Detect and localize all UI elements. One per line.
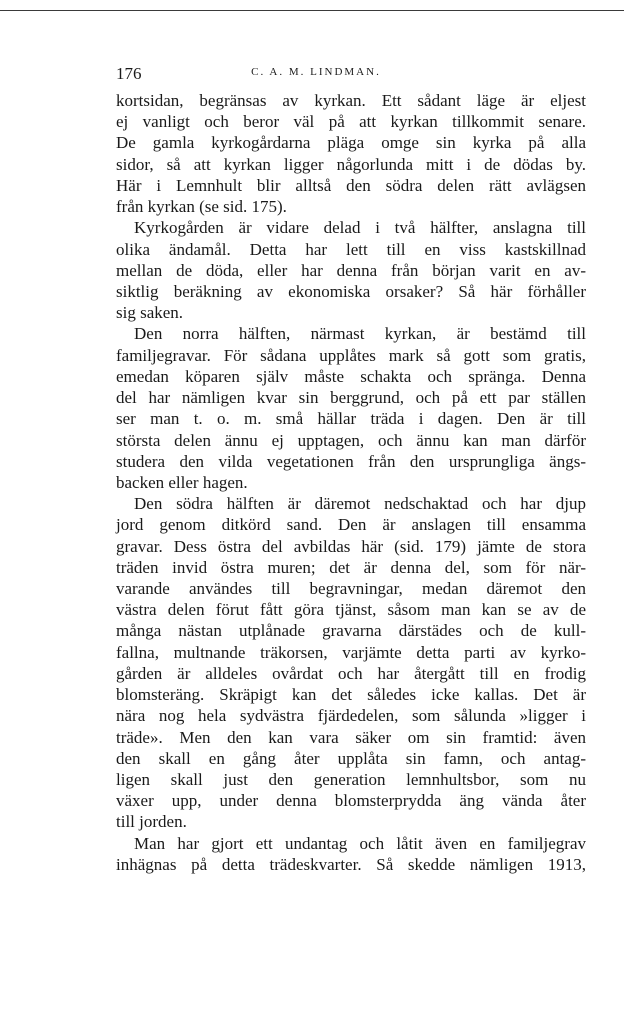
text-line: inhägnas på detta trädeskvarter. Så skedde nämligen 1913, [116, 854, 586, 874]
text-line: emedan köparen själv måste schakta och spränga. Denna [116, 366, 586, 386]
text-line: gravar. Dess östra del avbildas här (sid. 179) jämte de stora [116, 536, 586, 556]
text-line: Här i Lemnhult blir alltså den södra delen rätt avlägsen [116, 175, 586, 195]
text-line: växer upp, under denna blomsterprydda äng vända åter [116, 791, 586, 811]
text-line: blomsteräng. Skräpigt kan det således icke kallas. Det är [116, 685, 586, 705]
text-line: ser man t. o. m. små hällar träda i dagen. Den är till [116, 409, 586, 429]
text-line: ligen skall just den generation lemnhultsbor, som nu [116, 770, 586, 789]
text-line: familjegravar. För sådana upplåtes mark så gott som gratis, [116, 345, 586, 365]
text-line: största delen ännu ej upptagen, och ännu kan man därför [116, 430, 586, 450]
text-line: sig saken. [116, 303, 184, 323]
top-rule [0, 10, 624, 11]
running-head: C. A. M. LINDMAN. [251, 66, 381, 78]
text-line: den skall en gång åter upplåta sin famn, och antag- [116, 748, 586, 768]
text-line: Man har gjort ett undantag och låtit även en familjegrav [134, 833, 586, 853]
text-line: träde». Men den kan vara säker om sin framtid: även [116, 727, 586, 747]
text-line: De gamla kyrkogårdarna pläga omge sin kyrka på alla [116, 133, 586, 153]
text-line: sidor, så att kyrkan ligger någorlunda mitt i de dödas by. [116, 154, 586, 174]
text-line: fallna, multnande träkorsen, varjämte detta parti av kyrko- [116, 642, 586, 662]
text-line: nära nog hela sydvästra fjärdedelen, som sålunda »ligger i [116, 706, 586, 726]
text-line: kortsidan, begränsas av kyrkan. Ett sådant läge är eljest [116, 91, 586, 110]
page-header [116, 64, 586, 88]
text-line: Den norra hälften, närmast kyrkan, är bestämd till [134, 324, 586, 344]
text-line: till jorden. [116, 812, 187, 832]
text-line: gården är alldeles ovårdat och har återgått till en frodig [116, 663, 586, 683]
page-number: 176 [116, 64, 142, 83]
text-line: västra delen förut fått göra tjänst, såsom man kan se av de [116, 600, 586, 620]
text-line: backen eller hagen. [116, 472, 248, 492]
text-line: studera den vilda vegetationen från den ursprungliga ängs- [116, 451, 586, 471]
text-line: varande användes till begravningar, medan däremot den [116, 579, 586, 599]
text-line: siktlig beräkning av ekonomiska orsaker? Så här förhåller [116, 281, 586, 301]
text-line: många nästan utplånade gravarna därstädes och de kull- [116, 621, 586, 641]
text-line: ej vanligt och beror väl på att kyrkan tillkommit senare. [116, 112, 586, 132]
text-line: jord genom ditkörd sand. Den är anslagen till ensamma [116, 515, 586, 535]
body-text [116, 90, 586, 875]
text-line: olika ändamål. Detta har lett till en viss kastskillnad [116, 239, 586, 259]
text-line: från kyrkan (se sid. 175). [116, 197, 287, 217]
text-line: mellan de döda, eller har denna från början varit en av- [116, 260, 586, 280]
text-line: Kyrkogården är vidare delad i två hälfter, anslagna till [134, 218, 586, 238]
text-line: del har nämligen kvar sin berggrund, och på ett par ställen [116, 388, 586, 408]
text-line: träden invid östra muren; det är denna del, som för när- [116, 557, 586, 577]
text-line: Den södra hälften är däremot nedschaktad och har djup [134, 494, 586, 514]
